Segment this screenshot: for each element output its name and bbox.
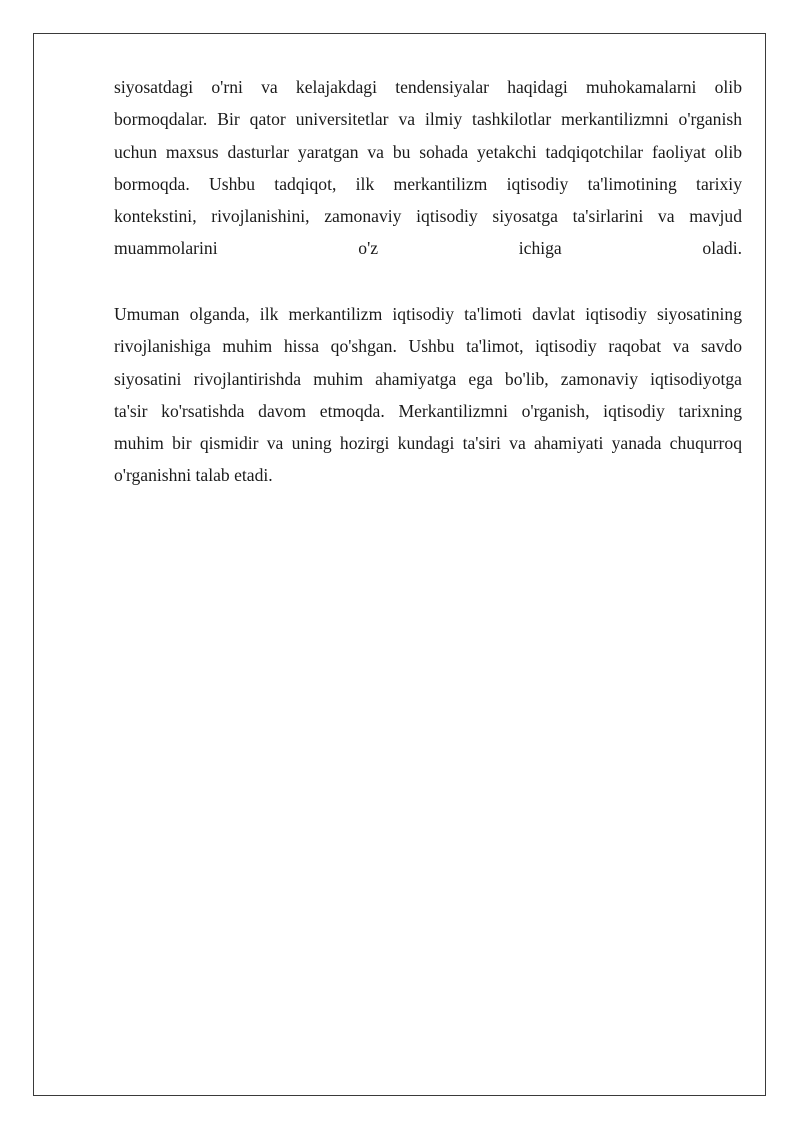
paragraph-line: muhim bir qismidir va uning hozirgi kundagi ta'siri va ahamiyati yanada chuqurroq — [114, 433, 742, 454]
paragraph-line: Umuman olganda, ilk merkantilizm iqtisodiy ta'limoti davlat iqtisodiy siyosatining — [114, 304, 742, 324]
paragraph-line: o'rganishni talab etadi. — [114, 465, 273, 486]
paragraph-line: siyosatini rivojlantirishda muhim ahamiyatga ega bo'lib, zamonaviy iqtisodiyotga — [114, 368, 742, 389]
paragraph-line: muammolarini o'z ichiga oladi. — [114, 238, 742, 259]
paragraph-line: bormoqda. Ushbu tadqiqot, ilk merkantilizm iqtisodiy ta'limotining tarixiy — [114, 173, 742, 194]
paragraph-line: rivojlanishiga muhim hissa qo'shgan. Ushbu ta'limot, iqtisodiy raqobat va savdo — [114, 336, 742, 357]
paragraph-1 — [114, 71, 742, 265]
paragraph-2 — [114, 298, 742, 492]
paragraph-line: bormoqdalar. Bir qator universitetlar va ilmiy tashkilotlar merkantilizmni o'rganish — [114, 109, 742, 130]
paragraph-line: ta'sir ko'rsatishda davom etmoqda. Merkantilizmni o'rganish, iqtisodiy tarixning — [114, 400, 742, 421]
paragraph-line: kontekstini, rivojlanishini, zamonaviy iqtisodiy siyosatga ta'sirlarini va mavjud — [114, 206, 742, 227]
paragraph-line: siyosatdagi o'rni va kelajakdagi tendensiyalar haqidagi muhokamalarni olib — [114, 77, 742, 97]
paragraph-line: uchun maxsus dasturlar yaratgan va bu sohada yetakchi tadqiqotchilar faoliyat olib — [114, 141, 742, 162]
